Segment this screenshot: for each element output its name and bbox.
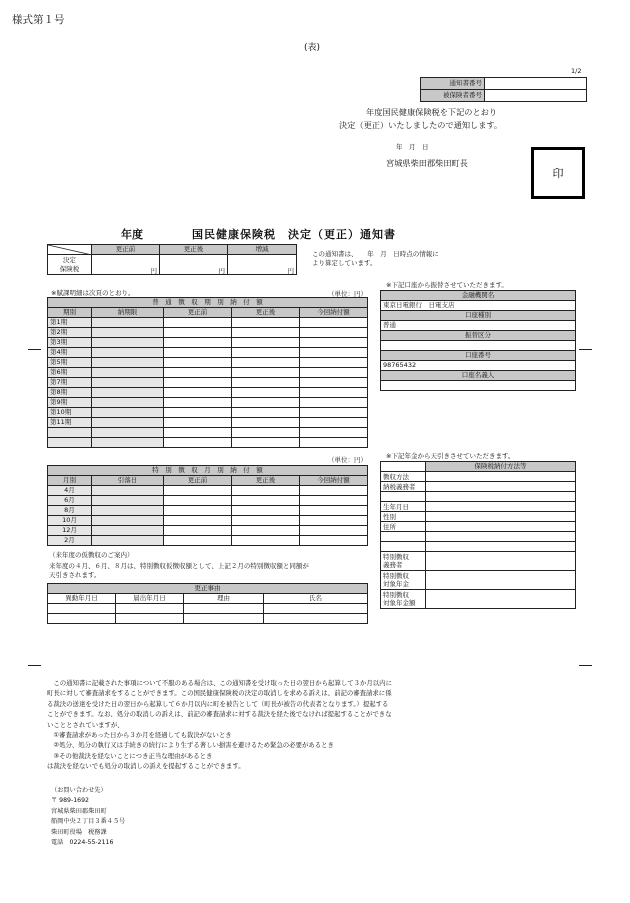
ordinary-header-after: 更正後 <box>232 308 300 318</box>
correction-cell <box>184 604 264 614</box>
ordinary-row <box>48 358 368 368</box>
correction-cell <box>116 614 184 624</box>
pension-row-value <box>426 482 576 492</box>
ordinary-period-label: 第1期 <box>48 318 92 328</box>
bank-holder-value <box>381 381 576 391</box>
provisional-title: （来年度の仮徴収のご案内） <box>49 551 134 559</box>
special-amount-cell <box>164 496 232 506</box>
amount-before <box>92 255 160 275</box>
contact-address-1: 宮城県柴田郡柴田町 <box>51 807 107 815</box>
pension-row <box>381 492 576 502</box>
ordinary-amount-cell <box>164 378 232 388</box>
contact-address-2: 船岡中央２丁目３番４５号 <box>51 818 126 826</box>
special-amount-cell <box>232 506 300 516</box>
intro-line-1: 年度国民健康保険税を下記のとおり <box>366 107 498 117</box>
ordinary-title: 普 通 徴 収 期 別 納 付 額 <box>48 298 368 308</box>
bank-category-value <box>381 341 576 351</box>
ordinary-amount-cell <box>164 348 232 358</box>
bank-holder-label: 口座名義人 <box>381 371 576 381</box>
issue-date: 年 月 日 <box>396 143 429 151</box>
page-number: 1/2 <box>571 67 582 75</box>
ordinary-period-label: 第3期 <box>48 338 92 348</box>
special-rows <box>48 486 368 546</box>
special-debit-cell <box>92 536 164 546</box>
pension-row-label: 特別徴収 対象年金額 <box>381 590 426 609</box>
correction-header-name: 氏名 <box>264 594 368 604</box>
fold-mark-right-top <box>579 349 592 350</box>
contact-phone: 電話 0224-55-2116 <box>51 839 114 847</box>
correction-cell <box>184 614 264 624</box>
appeal-notice <box>47 678 587 772</box>
special-row <box>48 486 368 496</box>
pension-title: 保険税納付方法等 <box>426 462 576 472</box>
ordinary-amount-cell <box>164 338 232 348</box>
special-amount-cell <box>232 516 300 526</box>
page-title: 国民健康保険税 決定（更正）通知書 <box>192 228 396 241</box>
special-amount-cell <box>300 486 368 496</box>
pension-row <box>381 571 576 590</box>
ordinary-period-label: 第4期 <box>48 348 92 358</box>
pension-row-label <box>381 532 426 542</box>
ordinary-amount-cell <box>164 408 232 418</box>
ordinary-period-label: 第6期 <box>48 368 92 378</box>
issuer-name: 宮城県柴田郡柴田町長 <box>386 158 468 168</box>
ordinary-amount-cell <box>232 328 300 338</box>
ordinary-amount-cell <box>232 378 300 388</box>
ordinary-header-period: 期別 <box>48 308 92 318</box>
pension-row <box>381 552 576 571</box>
pension-row <box>381 590 576 609</box>
ordinary-row <box>48 398 368 408</box>
ordinary-amount-cell <box>300 418 368 428</box>
pension-row <box>381 542 576 552</box>
ordinary-rows <box>48 318 368 448</box>
pension-row-label: 特別徴収 対象年金 <box>381 571 426 590</box>
amount-table <box>47 244 297 275</box>
appeal-line: いこととされていますが、 <box>47 720 124 729</box>
ordinary-collection-table <box>47 297 368 448</box>
ordinary-header-due: 納期限 <box>92 308 164 318</box>
ordinary-amount-cell <box>300 408 368 418</box>
pension-row-value <box>426 571 576 590</box>
pension-row-value <box>426 512 576 522</box>
fold-mark-left-bottom <box>28 665 41 666</box>
provisional-line-1: 来年度の４月、６月、８月は、特別徴収仮徴収額として、上記２月の特別徴収額と同額が <box>49 562 309 570</box>
ordinary-row <box>48 348 368 358</box>
ordinary-header-payment: 今回納付額 <box>300 308 368 318</box>
correction-table <box>47 583 368 624</box>
ordinary-amount-cell <box>164 438 232 448</box>
ordinary-period-label: 第7期 <box>48 378 92 388</box>
ordinary-amount-cell <box>300 428 368 438</box>
bank-category-label: 振替区分 <box>381 331 576 341</box>
ordinary-row <box>48 368 368 378</box>
ordinary-due-cell <box>92 408 164 418</box>
ordinary-due-cell <box>92 348 164 358</box>
amount-table-corner <box>48 245 92 255</box>
ordinary-period-label: 第10期 <box>48 408 92 418</box>
pension-table <box>380 461 576 609</box>
special-row <box>48 516 368 526</box>
pension-row-label: 性別 <box>381 512 426 522</box>
insured-number-value <box>485 90 587 102</box>
ordinary-amount-cell <box>164 358 232 368</box>
unit-label-ordinary: （単位：円） <box>328 290 367 298</box>
special-amount-cell <box>164 506 232 516</box>
ordinary-amount-cell <box>300 368 368 378</box>
seal-label: 印 <box>552 167 564 180</box>
ordinary-amount-cell <box>164 388 232 398</box>
amount-header-before: 更正前 <box>92 245 160 255</box>
amount-header-after: 更正後 <box>160 245 228 255</box>
form-number: 様式第１号 <box>12 14 65 26</box>
ordinary-due-cell <box>92 428 164 438</box>
appeal-line: この通知書に記載された事項について不服のある場合は、この通知書を受け取った日の翌日から起算して３か月以内に <box>47 679 392 687</box>
pension-row-label: 特別徴収 義務者 <box>381 552 426 571</box>
contact-office: 柴田町役場 税務課 <box>51 828 107 836</box>
yen-unit: 円 <box>150 266 157 275</box>
pension-row-value <box>426 542 576 552</box>
special-row <box>48 496 368 506</box>
ordinary-row <box>48 418 368 428</box>
pension-row <box>381 472 576 482</box>
ordinary-period-label: 第9期 <box>48 398 92 408</box>
bank-type-value: 普通 <box>381 321 576 331</box>
special-amount-cell <box>164 536 232 546</box>
ordinary-due-cell <box>92 328 164 338</box>
special-amount-cell <box>164 516 232 526</box>
special-amount-cell <box>300 496 368 506</box>
special-debit-cell <box>92 526 164 536</box>
ordinary-row <box>48 318 368 328</box>
notice-number-table <box>420 77 587 102</box>
ordinary-period-label: 第5期 <box>48 358 92 368</box>
ordinary-period-label: 第2期 <box>48 328 92 338</box>
special-amount-cell <box>300 506 368 516</box>
yen-unit: 円 <box>218 266 225 275</box>
ordinary-amount-cell <box>300 338 368 348</box>
ordinary-due-cell <box>92 358 164 368</box>
pension-row <box>381 482 576 492</box>
calc-note-1: この通知書は、 年 月 日時点の情報に <box>312 250 439 258</box>
ordinary-amount-cell <box>300 388 368 398</box>
fold-mark-left-top <box>28 349 41 350</box>
special-amount-cell <box>300 536 368 546</box>
ordinary-row <box>48 428 368 438</box>
ordinary-amount-cell <box>232 388 300 398</box>
ordinary-amount-cell <box>300 328 368 338</box>
special-amount-cell <box>232 486 300 496</box>
ordinary-amount-cell <box>300 438 368 448</box>
seal-box <box>531 147 585 199</box>
special-collection-table <box>47 465 368 546</box>
ordinary-due-cell <box>92 378 164 388</box>
special-month-label: 8月 <box>48 506 92 516</box>
pension-row-value <box>426 552 576 571</box>
correction-cell <box>48 614 116 624</box>
pension-corner <box>381 462 426 472</box>
special-month-label: 10月 <box>48 516 92 526</box>
ordinary-row <box>48 328 368 338</box>
ordinary-due-cell <box>92 368 164 378</box>
special-amount-cell <box>164 526 232 536</box>
side-label: (表) <box>304 43 321 53</box>
special-amount-cell <box>232 496 300 506</box>
ordinary-amount-cell <box>300 398 368 408</box>
pension-row-value <box>426 522 576 532</box>
ordinary-amount-cell <box>232 318 300 328</box>
ordinary-due-cell <box>92 318 164 328</box>
ordinary-amount-cell <box>164 428 232 438</box>
pension-row <box>381 522 576 532</box>
correction-header-change-date: 異動年月日 <box>48 594 116 604</box>
correction-cell <box>264 604 368 614</box>
ordinary-due-cell <box>92 388 164 398</box>
ordinary-amount-cell <box>164 328 232 338</box>
contact-zip: 〒 989-1692 <box>51 797 89 805</box>
ordinary-row <box>48 408 368 418</box>
yen-unit: 円 <box>287 266 294 275</box>
notice-number-label: 通知書番号 <box>421 78 485 90</box>
ordinary-period-label: 第8期 <box>48 388 92 398</box>
appeal-line: 町長に対して審査請求をすることができます。この国民健康保険税の決定の取消しを求める訴えは、前記の審査請求に係 <box>47 689 392 698</box>
ordinary-amount-cell <box>232 338 300 348</box>
special-amount-cell <box>300 526 368 536</box>
pension-note: ※下記年金から天引きさせていただきます。 <box>386 452 515 460</box>
calc-note-2: より算定しています。 <box>312 259 377 267</box>
bank-table <box>380 290 576 391</box>
ordinary-row <box>48 338 368 348</box>
pension-row-value <box>426 492 576 502</box>
ordinary-amount-cell <box>232 408 300 418</box>
special-header-month: 月別 <box>48 476 92 486</box>
insured-number-label: 被保険者番号 <box>421 90 485 102</box>
decided-tax-label: 決定 保険税 <box>48 255 92 275</box>
ordinary-amount-cell <box>164 368 232 378</box>
ordinary-header-before: 更正前 <box>164 308 232 318</box>
bank-institution-label: 金融機関名 <box>381 291 576 301</box>
special-amount-cell <box>232 536 300 546</box>
bank-note: ※下記口座から振替させていただきます。 <box>386 281 508 289</box>
special-header-before: 更正前 <box>164 476 232 486</box>
special-month-label: 2月 <box>48 536 92 546</box>
special-amount-cell <box>232 526 300 536</box>
special-row <box>48 526 368 536</box>
ordinary-amount-cell <box>300 348 368 358</box>
ordinary-amount-cell <box>232 428 300 438</box>
bank-type-label: 口座種別 <box>381 311 576 321</box>
pension-row-value <box>426 502 576 512</box>
pension-row-label: 住所 <box>381 522 426 532</box>
correction-cell <box>116 604 184 614</box>
pension-row-label: 納税義務者 <box>381 482 426 492</box>
appeal-line: は裁決を経ないでも処分の取消しの訴えを提起することができます。 <box>47 762 245 771</box>
correction-header-report-date: 届出年月日 <box>116 594 184 604</box>
intro-line-2: 決定（更正）いたしましたので通知します。 <box>339 120 503 130</box>
appeal-line: ことができます。なお、処分の取消しの訴えは、前記の審査請求に対する裁決を経た後でなければ提起することができな <box>47 710 392 719</box>
special-row <box>48 506 368 516</box>
pension-row-label: 徴収方法 <box>381 472 426 482</box>
correction-cell <box>264 614 368 624</box>
appeal-line: ②処分、処分の執行又は手続きの続行により生ずる著しい損害を避けるため緊急の必要があるとき <box>47 741 334 750</box>
ordinary-amount-cell <box>164 318 232 328</box>
ordinary-row <box>48 388 368 398</box>
pension-row-label <box>381 492 426 502</box>
special-amount-cell <box>164 486 232 496</box>
ordinary-amount-cell <box>164 418 232 428</box>
special-row <box>48 536 368 546</box>
ordinary-amount-cell <box>300 358 368 368</box>
pension-row-value <box>426 472 576 482</box>
notice-number-value <box>485 78 587 90</box>
ordinary-due-cell <box>92 338 164 348</box>
special-debit-cell <box>92 516 164 526</box>
ordinary-period-label <box>48 438 92 448</box>
ordinary-row <box>48 378 368 388</box>
bank-number-value: 98765432 <box>381 361 576 371</box>
special-debit-cell <box>92 506 164 516</box>
ordinary-row <box>48 438 368 448</box>
special-debit-cell <box>92 486 164 496</box>
special-month-label: 12月 <box>48 526 92 536</box>
special-month-label: 4月 <box>48 486 92 496</box>
pension-row <box>381 512 576 522</box>
special-month-label: 6月 <box>48 496 92 506</box>
bank-number-label: 口座番号 <box>381 351 576 361</box>
special-debit-cell <box>92 496 164 506</box>
unit-label-special: （単位：円） <box>328 456 367 464</box>
amount-after <box>160 255 228 275</box>
ordinary-amount-cell <box>232 358 300 368</box>
appeal-line: ①審査請求があった日から３か月を経過しても裁決がないとき <box>47 731 232 740</box>
special-amount-cell <box>300 516 368 526</box>
amount-header-diff: 増減 <box>228 245 297 255</box>
ordinary-amount-cell <box>232 418 300 428</box>
ordinary-due-cell <box>92 398 164 408</box>
details-note: ※賦課明細は次頁のとおり。 <box>51 289 135 297</box>
special-title: 特 別 徴 収 月 別 納 付 額 <box>48 466 368 476</box>
contact-title: （お問い合わせ先） <box>51 787 107 794</box>
correction-title: 更正事由 <box>48 584 368 594</box>
special-header-payment: 今回納付額 <box>300 476 368 486</box>
correction-header-reason: 理由 <box>184 594 264 604</box>
bank-institution-value: 東京日電銀行 日電支店 <box>381 301 576 311</box>
ordinary-amount-cell <box>300 318 368 328</box>
special-header-debit: 引落日 <box>92 476 164 486</box>
pension-row <box>381 532 576 542</box>
pension-rows <box>381 472 576 609</box>
ordinary-period-label: 第11期 <box>48 418 92 428</box>
pension-row <box>381 502 576 512</box>
appeal-line: ③その他裁決を経ないことにつき正当な理由があるとき <box>47 751 213 760</box>
ordinary-amount-cell <box>300 378 368 388</box>
special-header-after: 更正後 <box>232 476 300 486</box>
pension-row-label <box>381 542 426 552</box>
diagonal-line <box>48 245 92 255</box>
ordinary-amount-cell <box>164 398 232 408</box>
contact-block <box>51 786 125 848</box>
ordinary-amount-cell <box>232 348 300 358</box>
pension-row-value <box>426 532 576 542</box>
ordinary-amount-cell <box>232 368 300 378</box>
amount-diff <box>228 255 297 275</box>
provisional-line-2: 天引きされます。 <box>49 571 101 579</box>
title-year: 年度 <box>121 228 143 241</box>
ordinary-due-cell <box>92 438 164 448</box>
ordinary-period-label <box>48 428 92 438</box>
ordinary-due-cell <box>92 418 164 428</box>
ordinary-amount-cell <box>232 398 300 408</box>
fold-mark-right-bottom <box>579 665 592 666</box>
appeal-line: る裁決の送達を受けた日の翌日から起算して６か月以内に町を被告として（町長が被告の代表者となります。）提起する <box>47 699 389 708</box>
ordinary-amount-cell <box>232 438 300 448</box>
pension-row-label: 生年月日 <box>381 502 426 512</box>
pension-row-value <box>426 590 576 609</box>
correction-cell <box>48 604 116 614</box>
